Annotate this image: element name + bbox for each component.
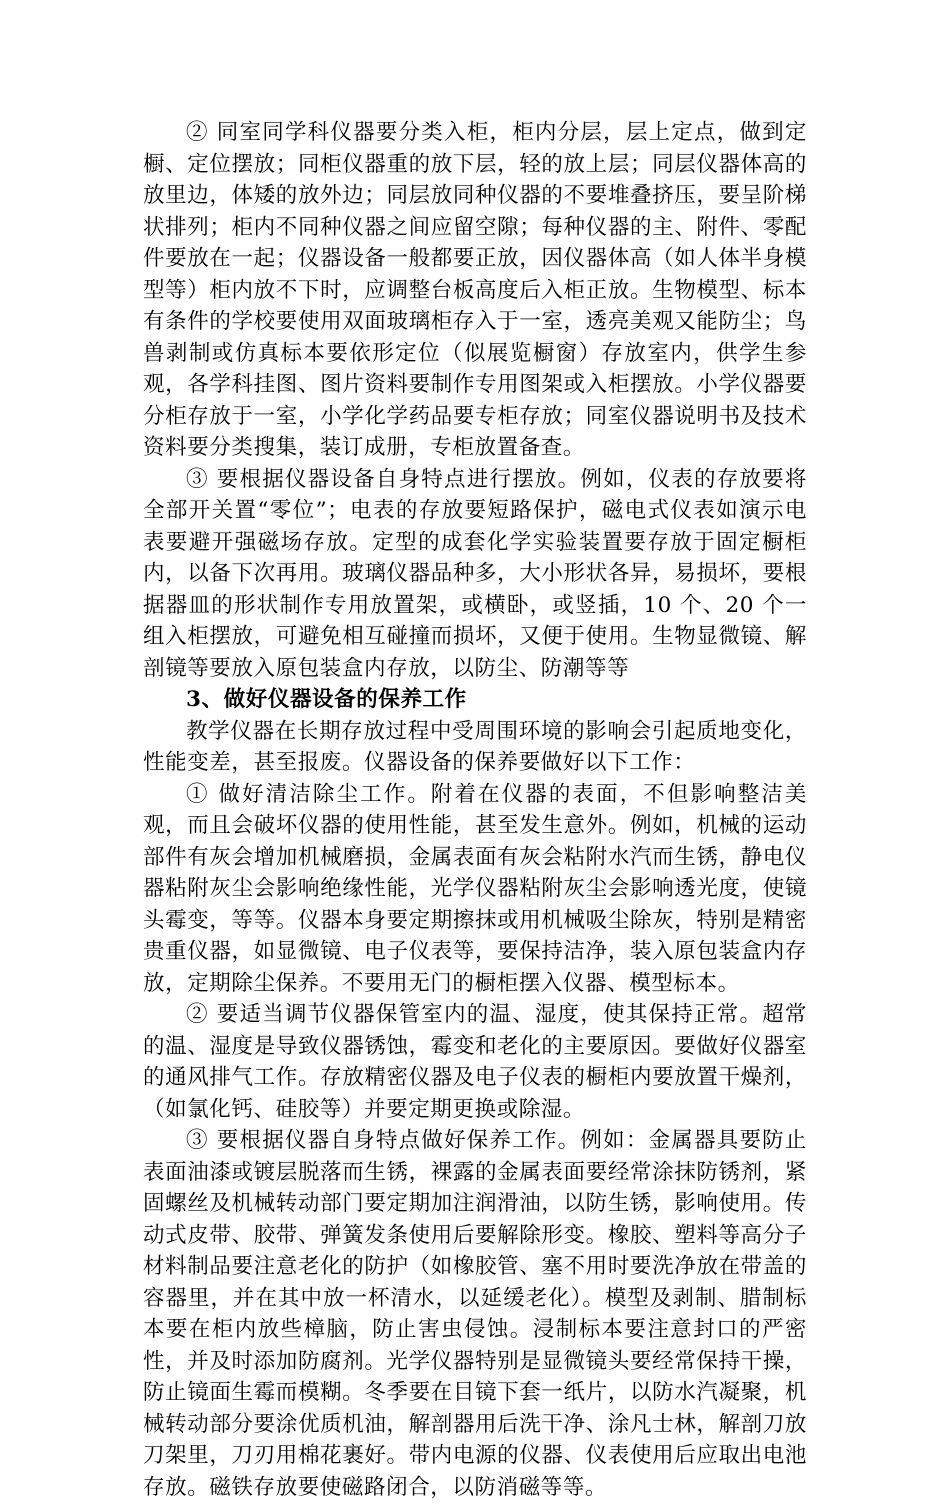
section-heading-maintenance: 3、做好仪器设备的保养工作 [186,687,467,712]
paragraph-storage-by-category: ② 同室同学科仪器要分类入柜，柜内分层，层上定点，做到定橱、定位摆放；同柜仪器重的放下层，轻的放上层；同层仪器体高的放里边，体矮的放外边；同层放同种仪器的不要堆叠挤压，要呈阶梯状排列；柜内不同种仪器之间应留空隙；每种仪器的主、附件、零配件要放在一起；仪器设备一般都要正放，因仪器体高（如人体半身模型等）柜内放不下时，应调整台板高度后入柜正放。生物模型、标本有条件的学校要使用双面玻璃柜存入于一室，透亮美观又能防尘；鸟兽剥制或仿真标本要依形定位（似展览橱窗）存放室内，供学生参观，各学科挂图、图片资料要制作专用图架或入柜摆放。小学仪器要分柜存放于一室，小学化学药品要专柜存放；同室仪器说明书及技术资料要分类搜集，装订成册，专柜放置备查。 [143,120,807,460]
document-page [143,117,807,1503]
paragraph-maintenance-intro: 教学仪器在长期存放过程中受周围环境的影响会引起质地变化，性能变差，甚至报废。仪器设备的保养要做好以下工作： [143,718,807,775]
paragraph-storage-by-characteristics: ③ 要根据仪器设备自身特点进行摆放。例如，仪表的存放要将全部开关置“零位”；电表的存放要短路保护，磁电式仪表如演示电表要避开强磁场存放。定型的成套化学实验装置要存放于固定橱柜内，以备下次再用。玻璃仪器品种多，大小形状各异，易损坏，要根据器皿的形状制作专用放置架，或横卧，或竖插，10 个、20 个一组入柜摆放，可避免相互碰撞而损坏，又便于使用。生物显微镜、解剖镜等要放入原包装盒内存放，以防尘、防潮等等 [143,466,807,681]
paragraph-temperature-humidity: ② 要适当调节仪器保管室内的温、湿度，使其保持正常。超常的温、湿度是导致仪器锈蚀，霉变和老化的主要原因。要做好仪器室的通风排气工作。存放精密仪器及电子仪表的橱柜内要放置干燥剂，（如氯化钙、硅胶等）并要定期更换或除湿。 [143,1002,807,1122]
paragraph-cleaning-dust: ① 做好清洁除尘工作。附着在仪器的表面，不但影响整洁美观，而且会破坏仪器的使用性能，甚至发生意外。例如，机械的运动部件有灰会增加机械磨损，金属表面有灰会粘附水汽而生锈，静电仪器粘附灰尘会影响绝缘性能，光学仪器粘附灰尘会影响透光度，使镜头霉变，等等。仪器本身要定期擦抹或用机械吸尘除灰，特别是精密贵重仪器，如显微镜、电子仪表等，要保持洁净，装入原包装盒内存放，定期除尘保养。不要用无门的橱柜摆入仪器、模型标本。 [143,781,807,996]
paragraph-maintenance-by-characteristics: ③ 要根据仪器自身特点做好保养工作。例如：金属器具要防止表面油漆或镀层脱落而生锈，裸露的金属表面要经常涂抹防锈剂，紧固螺丝及机械转动部门要定期加注润滑油，以防生锈，影响使用。传动式皮带、胶带、弹簧发条使用后要解除形变。橡胶、塑料等高分子材料制品要注意老化的防护（如橡胶管、塞不用时要洗净放在带盖的容器里，并在其中放一杯清水，以延缓老化）。模型及剥制、腊制标本要在柜内放些樟脑，防止害虫侵蚀。浸制标本要注意封口的严密性，并及时添加防腐剂。光学仪器特别是显微镜头要经常保持干操，防止镜面生霉而模糊。冬季要在目镜下套一纸片，以防水汽凝聚，机械转动部分要涂优质机油，解剖器用后洗干净、涂凡士林，解剖刀放刀架里，刀刃用棉花裹好。带内电源的仪器、仪表使用后应取出电池存放。磁铁存放要使磁路闭合，以防消磁等等。 [143,1128,807,1500]
